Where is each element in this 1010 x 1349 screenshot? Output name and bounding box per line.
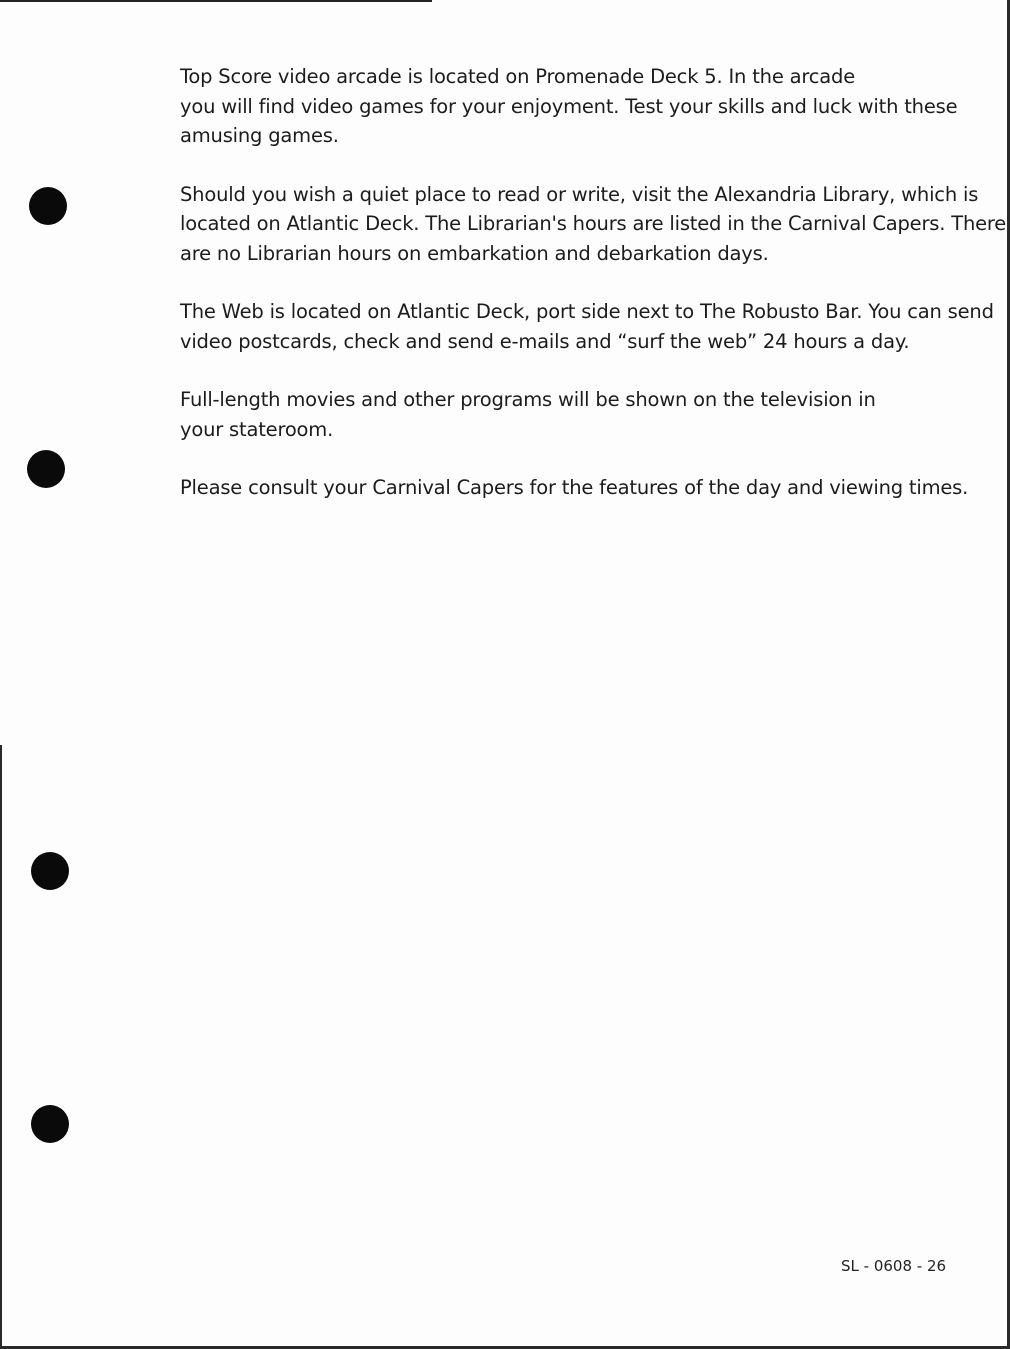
text-line: are no Librarian hours on embarkation and debarkation days. <box>180 241 769 265</box>
paragraph-capers <box>180 473 969 503</box>
top-rule <box>0 0 432 2</box>
text-line: Please consult your Carnival Capers for the features of the day and viewing times. <box>180 476 969 499</box>
paragraph-movies <box>180 385 940 444</box>
text-line: The Web is located on Atlantic Deck, port side next to The Robusto Bar. You can send <box>180 300 994 323</box>
text-line: Should you wish a quiet place to read or write, visit the Alexandria Library, which is <box>180 182 979 206</box>
text-line: your stateroom. <box>180 417 334 441</box>
text-line: amusing games. <box>180 124 339 147</box>
text-line: Full-length movies and other programs will be shown on the television in <box>180 388 876 411</box>
paragraph-arcade <box>180 62 958 151</box>
paragraph-web <box>180 297 994 356</box>
text-line: located on Atlantic Deck. The Librarian's hours are listed in the Carnival Capers. There <box>180 212 1007 235</box>
binder-hole <box>29 187 67 225</box>
text-line: Top Score video arcade is located on Promenade Deck 5. In the arcade <box>180 65 855 88</box>
binder-hole <box>27 450 65 488</box>
left-page-edge <box>0 745 2 1349</box>
binder-hole <box>31 852 69 890</box>
page-number: SL - 0608 - 26 <box>841 1257 947 1275</box>
text-line: you will find video games for your enjoyment. Test your skills and luck with these <box>180 94 958 118</box>
text-line: video postcards, check and send e-mails and “surf the web” 24 hours a day. <box>180 329 910 353</box>
paragraph-library <box>180 180 1007 269</box>
binder-hole <box>31 1105 69 1143</box>
body-text <box>180 62 1007 532</box>
